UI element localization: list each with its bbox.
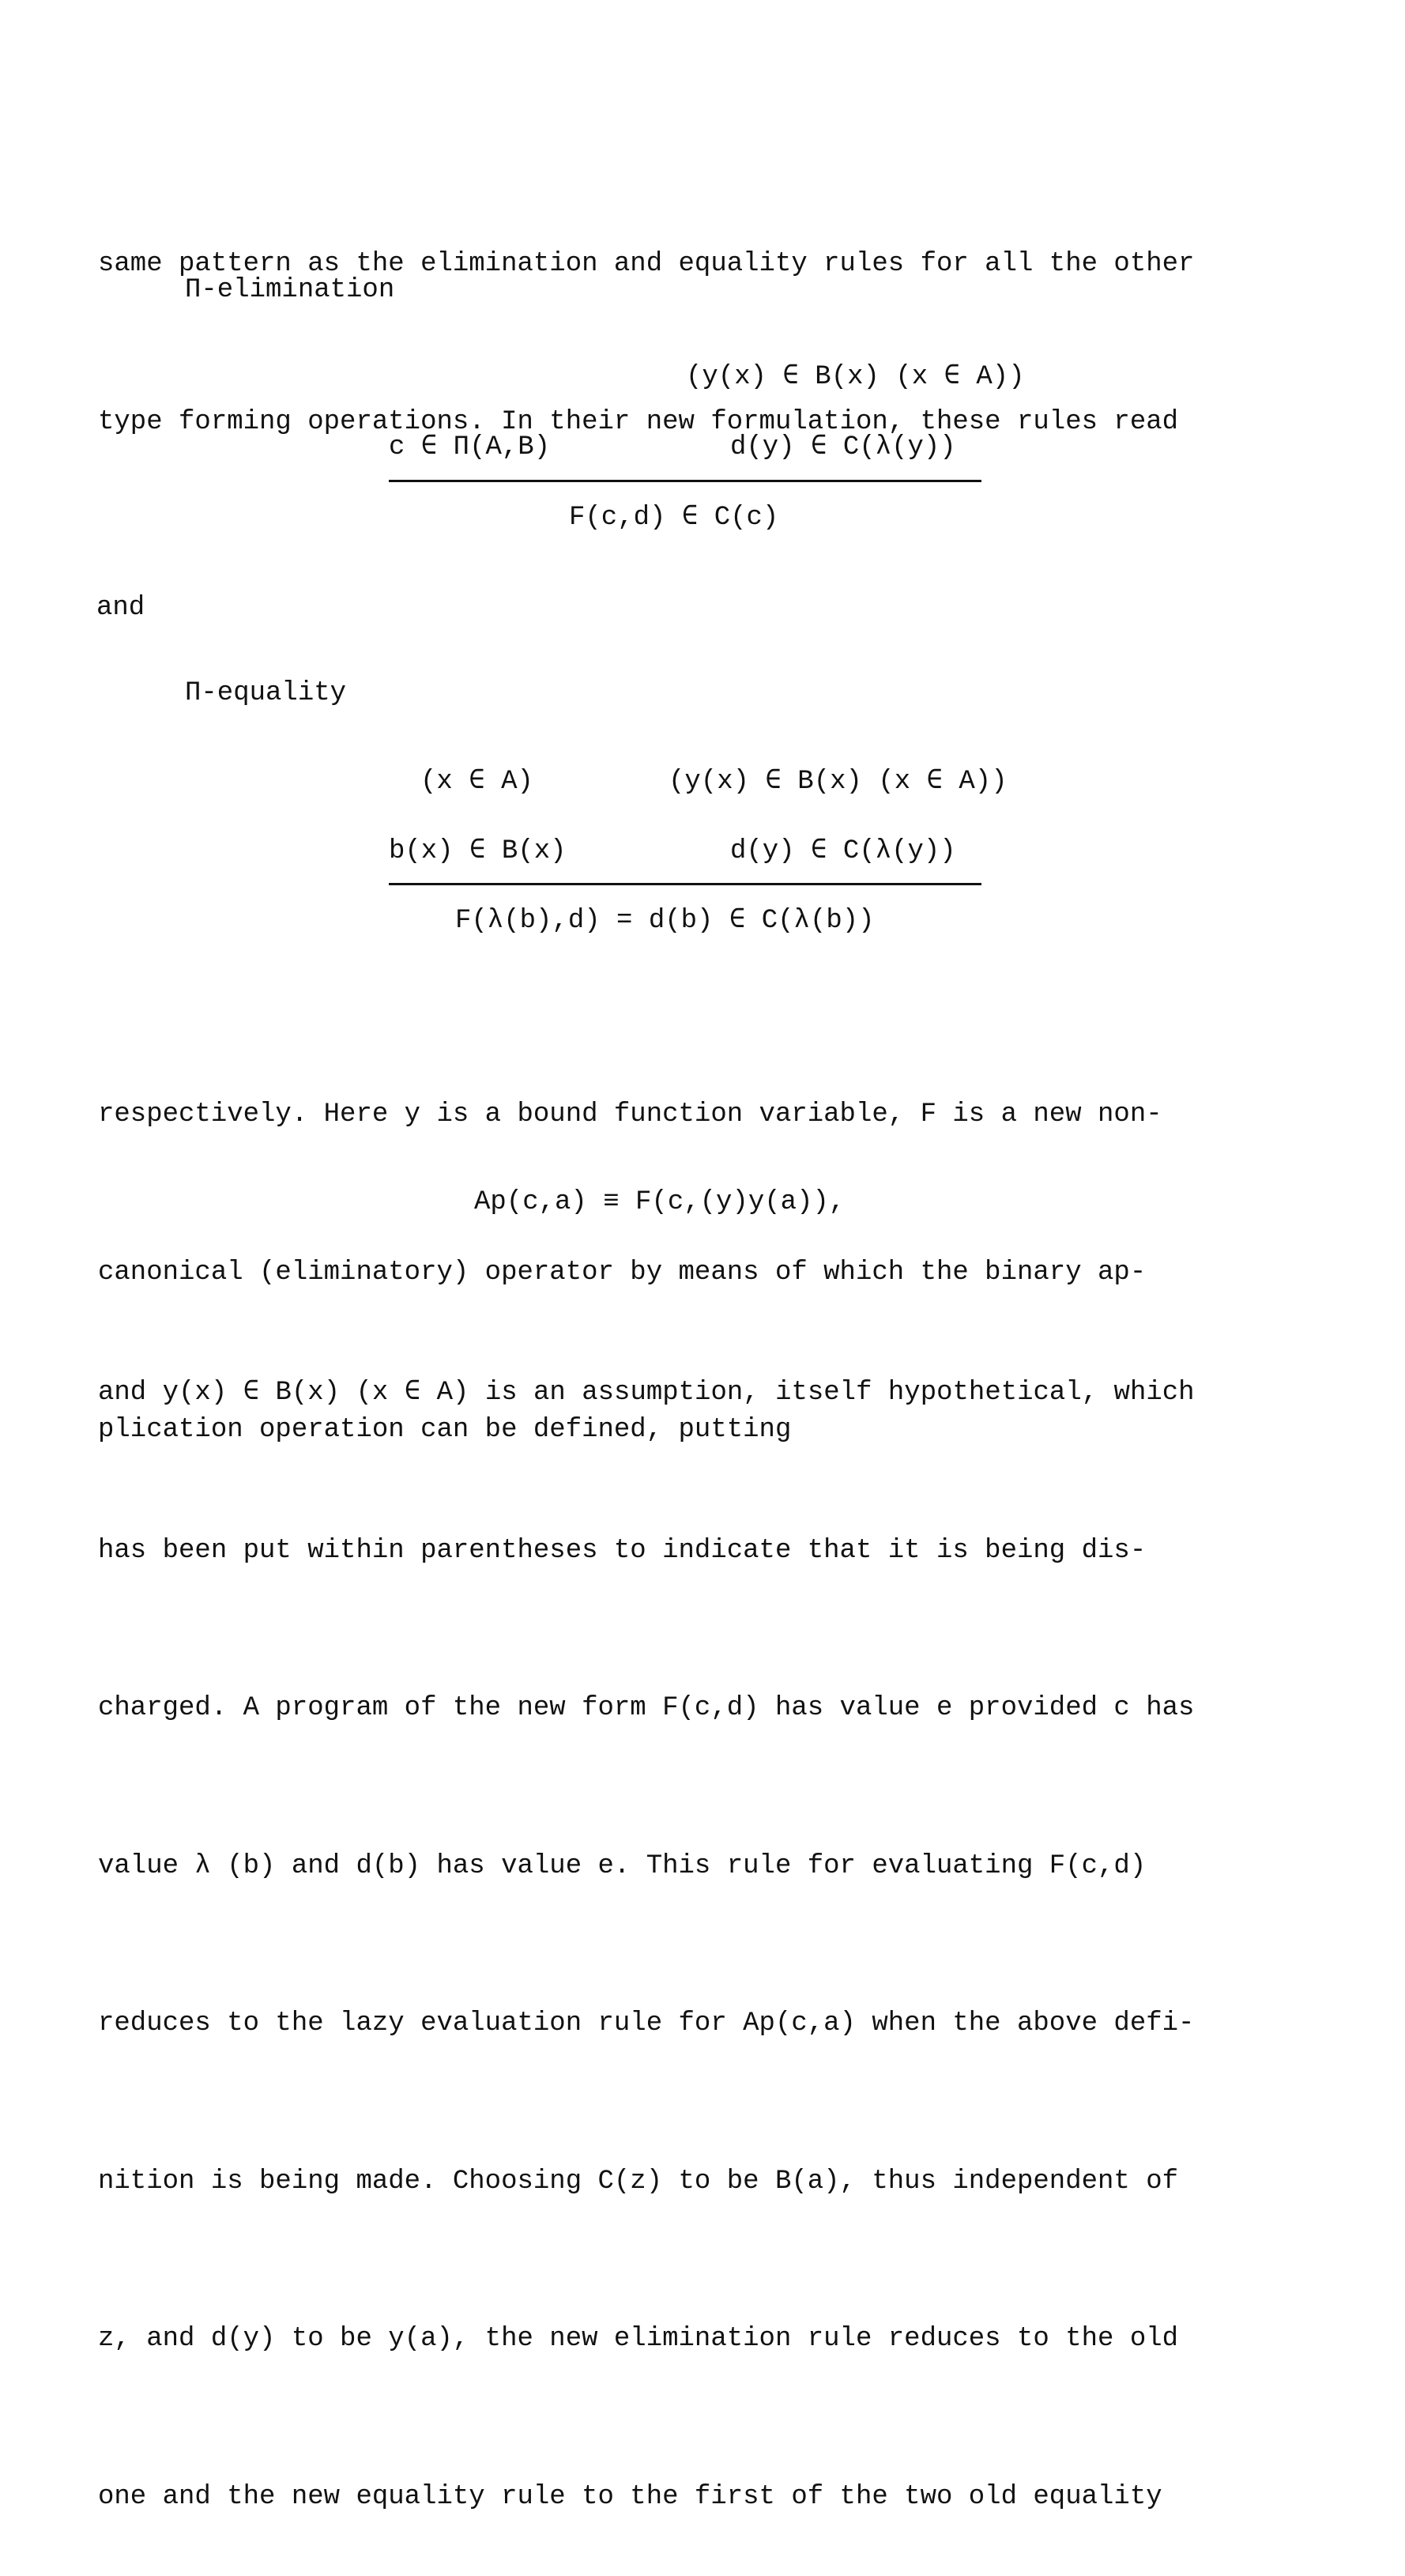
- text-line: has been put within parentheses to indicate that it is being dis-: [98, 1535, 1147, 1566]
- paragraph-discussion: [98, 1262, 1331, 2576]
- text-line: value λ (b) and d(b) has value e. This rule for evaluating F(c,d): [98, 1850, 1147, 1881]
- text-line: type forming operations. In their new formulation, these rules read: [98, 406, 1179, 437]
- equality-assumption-left: (x ∈ A): [420, 767, 533, 797]
- elimination-conclusion: F(c,d) ∈ C(c): [569, 503, 779, 533]
- elimination-premise-left: c ∈ Π(A,B): [389, 432, 551, 462]
- text-line: nition is being made. Choosing C(z) to be B(a), thus independent of: [98, 2166, 1179, 2197]
- pi-elimination-heading: Π-elimination: [185, 275, 395, 305]
- text-line: and y(x) ∈ B(x) (x ∈ A) is an assumption, itself hypothetical, which: [98, 1378, 1195, 1408]
- elimination-assumption: (y(x) ∈ B(x) (x ∈ A)): [686, 362, 1025, 392]
- text-line: same pattern as the elimination and equality rules for all the other: [98, 249, 1195, 279]
- text-line: respectively. Here y is a bound function variable, F is a new non-: [98, 1099, 1162, 1130]
- text-line: one and the new equality rule to the first of the two old equality: [98, 2481, 1162, 2512]
- text-line: charged. A program of the new form F(c,d) has value e provided c has: [98, 1693, 1195, 1723]
- text-line: z, and d(y) to be y(a), the new elimination rule reduces to the old: [98, 2324, 1179, 2354]
- text-line: plication operation can be defined, putting: [98, 1415, 792, 1445]
- equality-premise-left: b(x) ∈ B(x): [389, 836, 567, 866]
- connector-and: and: [96, 593, 145, 623]
- definition-formula: Ap(c,a) ≡ F(c,(y)y(a)),: [474, 1187, 846, 1217]
- text-line: reduces to the lazy evaluation rule for Ap(c,a) when the above defi-: [98, 2008, 1195, 2039]
- elimination-inference-line: [389, 480, 981, 482]
- paragraph-intro: [98, 133, 1331, 501]
- elimination-premise-right: d(y) ∈ C(λ(y)): [730, 432, 956, 462]
- text-line: canonical (eliminatory) operator by means of which the binary ap-: [98, 1257, 1147, 1288]
- equality-assumption-right: (y(x) ∈ B(x) (x ∈ A)): [669, 767, 1008, 797]
- pi-equality-heading: Π-equality: [185, 678, 347, 708]
- equality-premise-right: d(y) ∈ C(λ(y)): [730, 836, 956, 866]
- equality-conclusion: F(λ(b),d) = d(b) ∈ C(λ(b)): [455, 906, 875, 936]
- equality-inference-line: [389, 883, 981, 885]
